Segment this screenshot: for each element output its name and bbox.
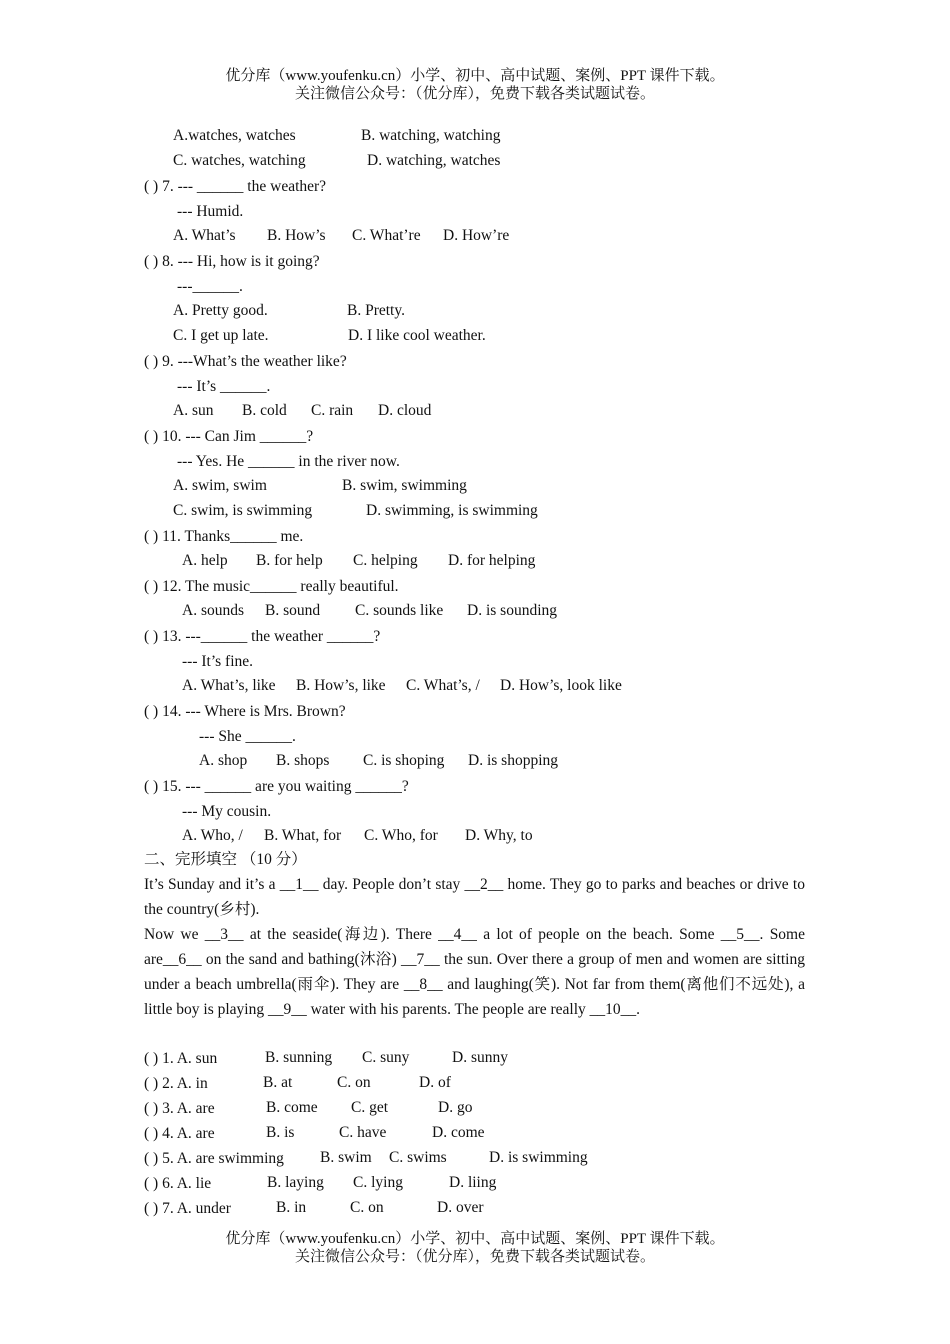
q7-answer: --- Humid.: [177, 203, 244, 220]
q14-stem: ( ) 14. --- Where is Mrs. Brown?: [144, 703, 346, 720]
cloze-q1-option-c: C. suny: [362, 1049, 410, 1066]
cloze-q4-option-c: C. have: [339, 1124, 387, 1141]
q15-stem: ( ) 15. --- ______ are you waiting ______?: [144, 778, 409, 795]
cloze-q2-label: ( ) 2. A. in: [144, 1075, 208, 1092]
cloze-q3-option-d: D. go: [438, 1099, 473, 1116]
q12-stem: ( ) 12. The music______ really beautiful.: [144, 578, 399, 595]
page-header: [0, 67, 950, 103]
q8-option-c: C. I get up late.: [173, 327, 269, 344]
q6-option-a: A.watches, watches: [173, 127, 296, 144]
q9-option-a: A. sun: [173, 402, 214, 419]
q15-option-d: D. Why, to: [465, 827, 533, 844]
cloze-q1-option-b: B. sunning: [265, 1049, 333, 1066]
cloze-q6-label: ( ) 6. A. lie: [144, 1175, 212, 1192]
cloze-q5-option-b: B. swim: [320, 1149, 372, 1166]
q12-option-a: A. sounds: [182, 602, 245, 619]
cloze-q7-label: ( ) 7. A. under: [144, 1200, 231, 1217]
q13-option-c: C. What’s, /: [406, 677, 480, 694]
q7-option-c: C. What’re: [352, 227, 421, 244]
q9-option-c: C. rain: [311, 402, 354, 419]
q10-option-c: C. swim, is swimming: [173, 502, 313, 519]
cloze-q7-option-c: C. on: [350, 1199, 384, 1216]
cloze-q5-option-d: D. is swimming: [489, 1149, 588, 1166]
cloze-q3-option-c: C. get: [351, 1099, 389, 1116]
footer-line-1: 优分库（www.youfenku.cn）小学、初中、高中试题、案例、PPT 课件下载。: [225, 1231, 725, 1247]
cloze-q5-label: ( ) 5. A. are swimming: [144, 1150, 284, 1167]
cloze-q2-option-c: C. on: [337, 1074, 371, 1091]
q10-answer: --- Yes. He ______ in the river now.: [177, 453, 400, 470]
q9-stem: ( ) 9. ---What’s the weather like?: [144, 353, 347, 370]
cloze-q4-option-b: B. is: [266, 1124, 295, 1141]
q15-answer: --- My cousin.: [182, 803, 272, 820]
cloze-q6-option-b: B. laying: [267, 1174, 324, 1191]
q9-option-b: B. cold: [242, 402, 287, 419]
q7-option-a: A. What’s: [173, 227, 236, 244]
q10-option-a: A. swim, swim: [173, 477, 267, 494]
q6-option-d: D. watching, watches: [367, 152, 501, 169]
cloze-q6-option-d: D. liing: [449, 1174, 497, 1191]
q12-option-d: D. is sounding: [467, 602, 557, 619]
q8-stem: ( ) 8. --- Hi, how is it going?: [144, 253, 320, 270]
q15-option-a: A. Who, /: [182, 827, 243, 844]
q6-option-c: C. watches, watching: [173, 152, 306, 169]
page-footer: [0, 1230, 950, 1266]
q8-answer: ---______.: [177, 278, 243, 295]
q13-option-b: B. How’s, like: [296, 677, 386, 694]
q11-option-b: B. for help: [256, 552, 323, 569]
q14-answer: --- She ______.: [199, 728, 296, 745]
q11-stem: ( ) 11. Thanks______ me.: [144, 528, 304, 545]
q11-option-a: A. help: [182, 552, 228, 569]
footer-line-2: 关注微信公众号：（优分库），免费下载各类试题试卷。: [294, 1249, 655, 1265]
q14-option-a: A. shop: [199, 752, 248, 769]
q11-option-d: D. for helping: [448, 552, 536, 569]
cloze-q4-label: ( ) 4. A. are: [144, 1125, 215, 1142]
header-line-2: 关注微信公众号：（优分库），免费下载各类试题试卷。: [294, 86, 655, 102]
cloze-q7-option-d: D. over: [437, 1199, 484, 1216]
cloze-q4-option-d: D. come: [432, 1124, 485, 1141]
q9-answer: --- It’s ______.: [177, 378, 271, 395]
cloze-q2-option-d: D. of: [419, 1074, 451, 1091]
q15-option-b: B. What, for: [264, 827, 342, 844]
cloze-q1-option-d: D. sunny: [452, 1049, 508, 1066]
q12-option-c: C. sounds like: [355, 602, 444, 619]
q14-option-d: D. is shopping: [468, 752, 558, 769]
q13-option-a: A. What’s, like: [182, 677, 276, 694]
q8-option-a: A. Pretty good.: [173, 302, 268, 319]
header-line-1: 优分库（www.youfenku.cn）小学、初中、高中试题、案例、PPT 课件下载。: [225, 68, 725, 84]
section-title-cloze: 二、完形填空 （10 分）: [144, 851, 307, 868]
q7-option-d: D. How’re: [443, 227, 510, 244]
q8-option-d: D. I like cool weather.: [348, 327, 486, 344]
q6-option-b: B. watching, watching: [361, 127, 501, 144]
cloze-q7-option-b: B. in: [276, 1199, 307, 1216]
cloze-q2-option-b: B. at: [263, 1074, 293, 1091]
q13-option-d: D. How’s, look like: [500, 677, 622, 694]
q10-stem: ( ) 10. --- Can Jim ______?: [144, 428, 314, 445]
q14-option-b: B. shops: [276, 752, 330, 769]
cloze-q6-option-c: C. lying: [353, 1174, 403, 1191]
q9-option-d: D. cloud: [378, 402, 432, 419]
cloze-q3-label: ( ) 3. A. are: [144, 1100, 215, 1117]
q11-option-c: C. helping: [353, 552, 418, 569]
q13-answer: --- It’s fine.: [182, 653, 254, 670]
q7-stem: ( ) 7. --- ______ the weather?: [144, 178, 327, 195]
q10-option-d: D. swimming, is swimming: [366, 502, 538, 519]
q12-option-b: B. sound: [265, 602, 321, 619]
q15-option-c: C. Who, for: [364, 827, 438, 844]
cloze-q1-label: ( ) 1. A. sun: [144, 1050, 218, 1067]
cloze-q3-option-b: B. come: [266, 1099, 318, 1116]
cloze-passage-paragraph-1: It’s Sunday and it’s a __1__ day. People don’t stay __2__ home. They go to parks and beaches or drive to the country(乡村).: [144, 876, 805, 918]
q8-option-b: B. Pretty.: [347, 302, 405, 319]
q7-option-b: B. How’s: [267, 227, 326, 244]
cloze-passage-paragraph-2: Now we __3__ at the seaside(海边). There __4__ a lot of people on the beach. Some __5__. Some are__6__ on the sand and bathing(沐浴) __7__ the sun. Over there a group of men and women are sitting under a beach umbrella(雨伞). They are __8__ and laughing(笑). Not far from them(离他们不远处), a little boy is playing __9__ water with his parents. The people are really __10__.: [144, 926, 805, 1018]
cloze-q5-option-c: C. swims: [389, 1149, 447, 1166]
q14-option-c: C. is shoping: [363, 752, 445, 769]
q13-stem: ( ) 13. ---______ the weather ______?: [144, 628, 381, 645]
q10-option-b: B. swim, swimming: [342, 477, 467, 494]
